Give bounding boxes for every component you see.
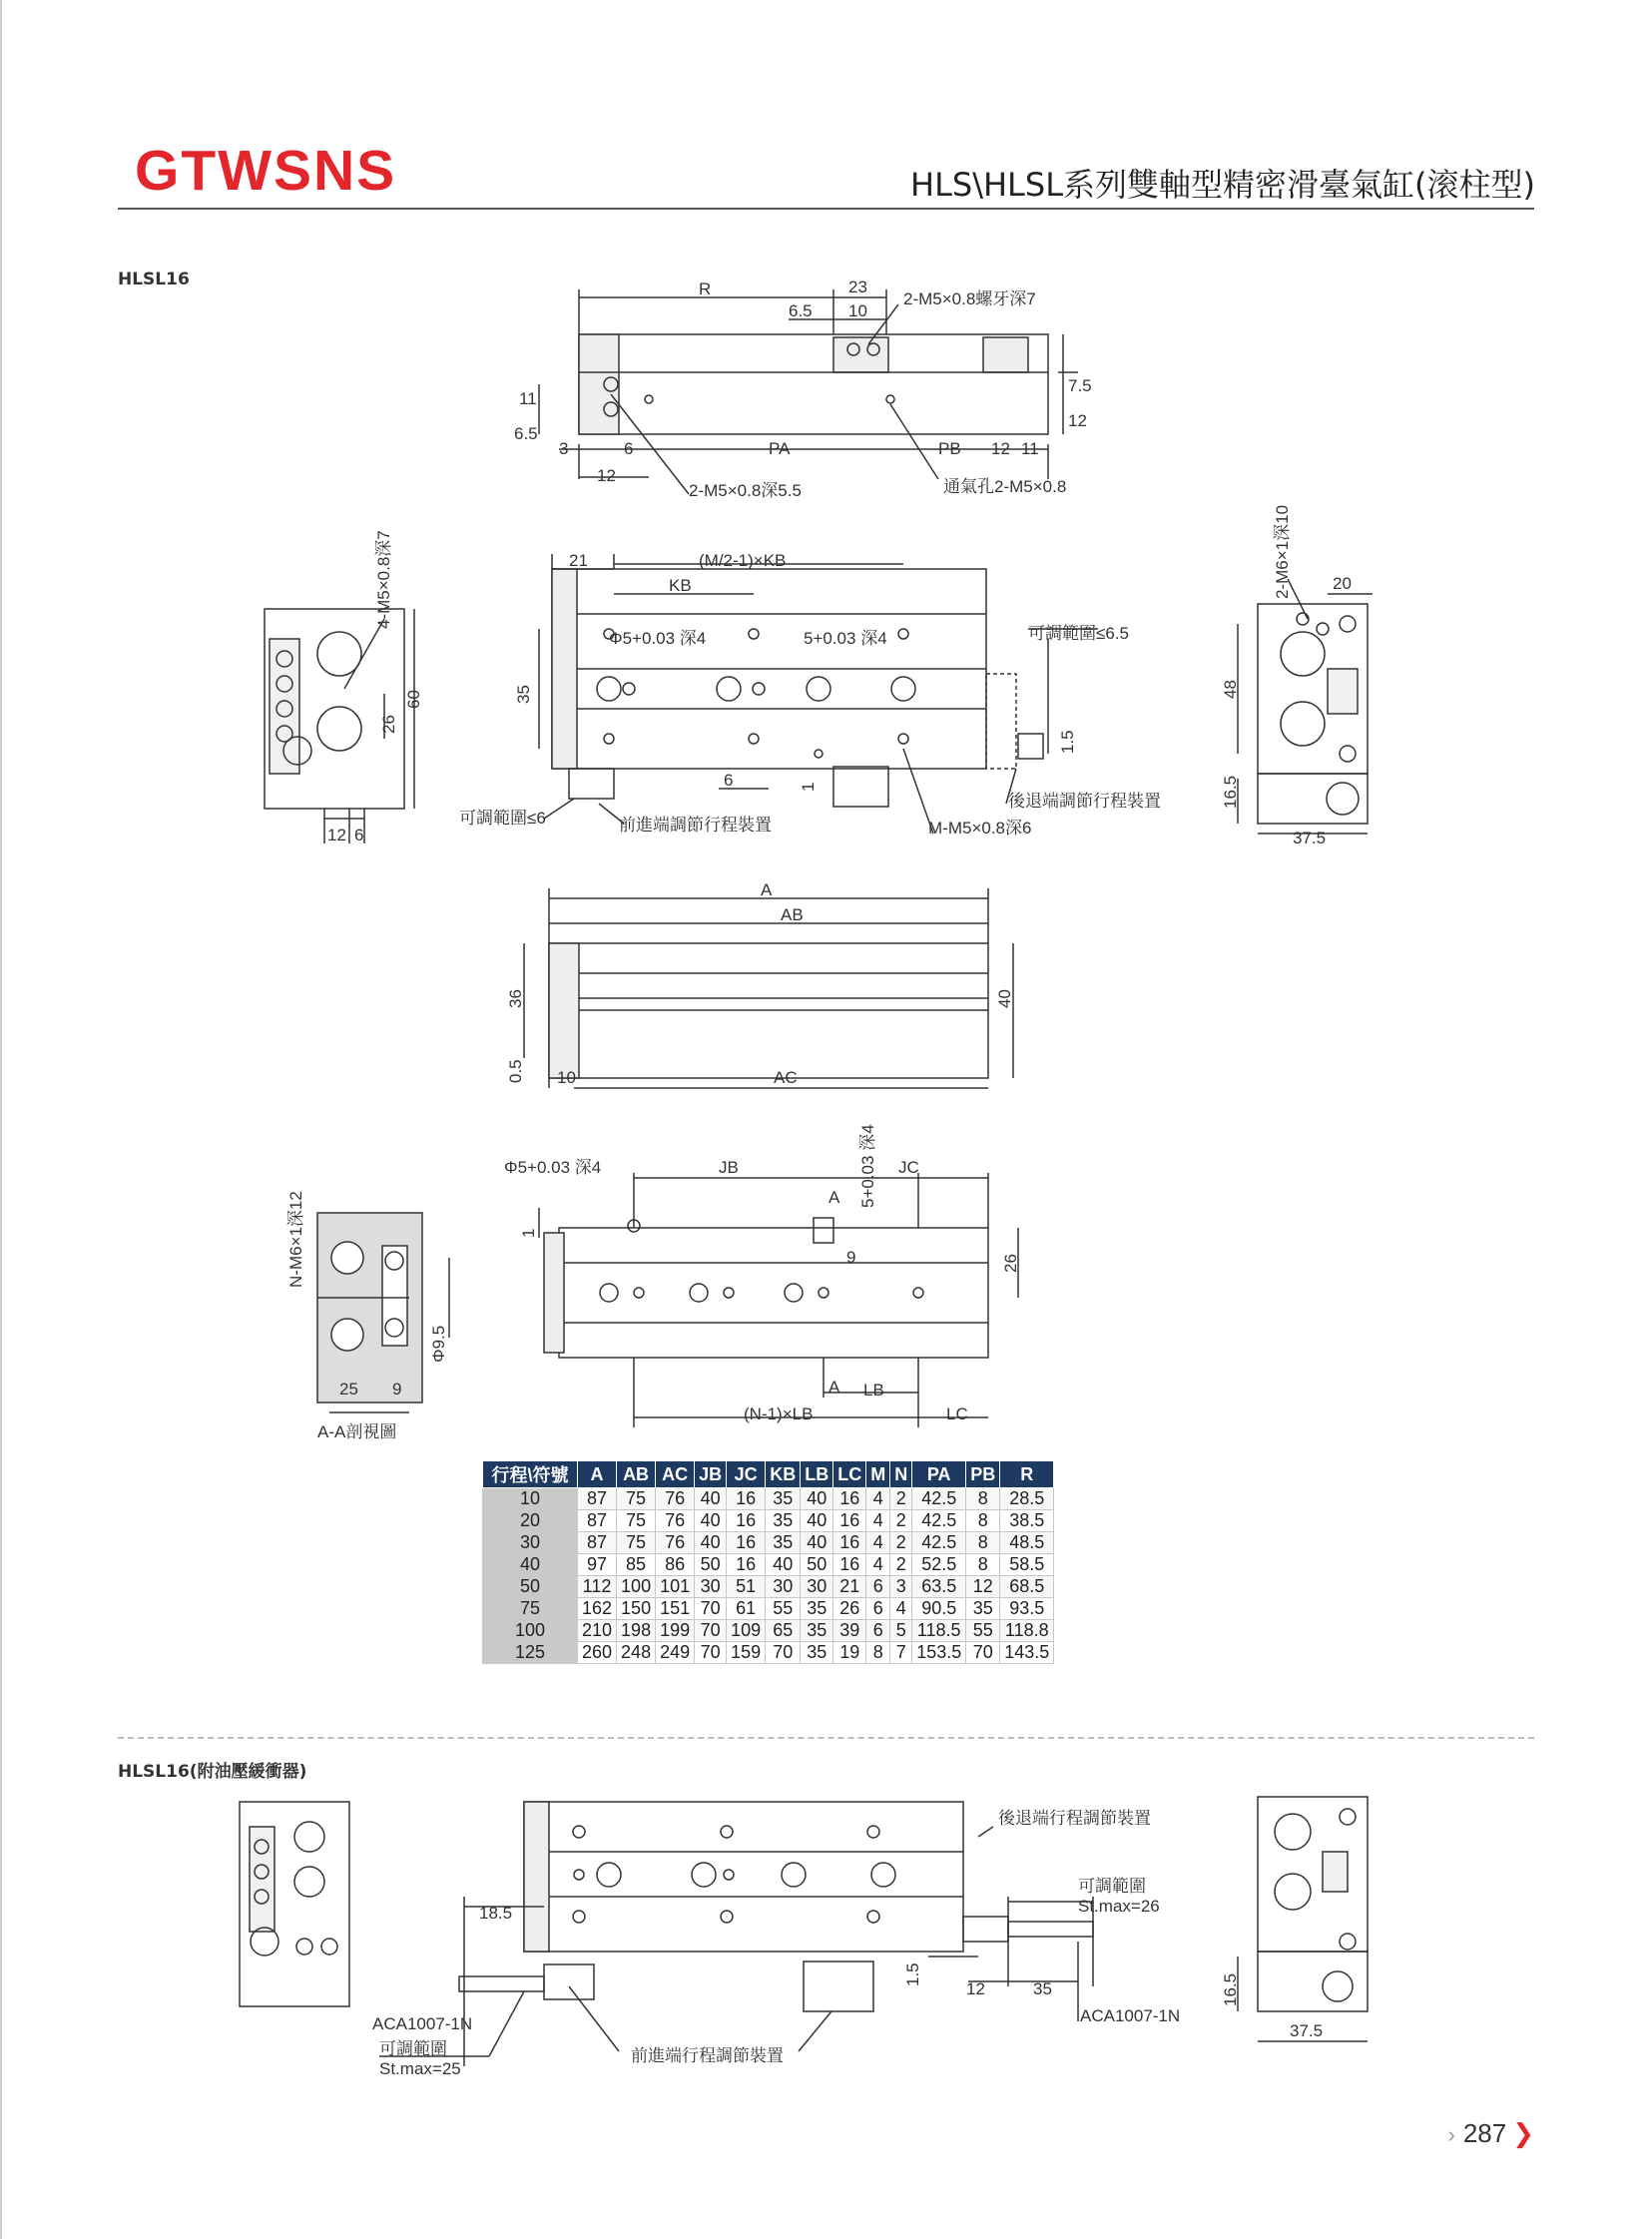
s2-dim-18-5: 18.5 <box>479 1904 513 1923</box>
table-cell: 4 <box>866 1510 890 1532</box>
table-cell: 30 <box>695 1576 727 1598</box>
table-stroke-cell: 20 <box>483 1510 578 1532</box>
bottom-hole-v-label: 5+0.03 深4 <box>858 1124 877 1208</box>
dim-10-side: 10 <box>557 1068 576 1087</box>
front-adj-label: 前進端調節行程裝置 <box>619 816 772 835</box>
bottom-view <box>539 1173 1018 1427</box>
table-cell: 97 <box>578 1554 617 1576</box>
table-row <box>483 1642 1054 1664</box>
table-cell: 4 <box>890 1598 912 1620</box>
dim-48: 48 <box>1221 680 1240 699</box>
table-cell: 35 <box>766 1488 801 1510</box>
dim-JB: JB <box>719 1158 739 1177</box>
table-cell: 6 <box>866 1598 890 1620</box>
table-cell: 55 <box>966 1620 1000 1642</box>
table-cell: 40 <box>695 1488 727 1510</box>
dim-R: R <box>699 280 712 298</box>
table-cell: 6 <box>866 1620 890 1642</box>
table-header-cell: A <box>578 1461 617 1488</box>
dim-60: 60 <box>404 690 423 709</box>
table-header-cell: AC <box>656 1461 695 1488</box>
dim-23: 23 <box>848 278 867 296</box>
table-cell: 21 <box>833 1576 866 1598</box>
adj-range-label: 可調範圍≤6.5 <box>1028 624 1129 643</box>
dim-6-left: 6 <box>354 826 364 844</box>
section-a-bottom: A <box>828 1378 840 1397</box>
dim-10: 10 <box>848 301 867 320</box>
table-header-cell: KB <box>766 1461 801 1488</box>
table-cell: 90.5 <box>912 1598 966 1620</box>
table-cell: 26 <box>833 1598 866 1620</box>
table-row <box>483 1576 1054 1598</box>
section2-right-view <box>1238 1797 1368 2041</box>
s2-aca-right: ACA1007-1N <box>1080 2006 1181 2025</box>
table-cell: 153.5 <box>912 1642 966 1664</box>
section2-front-view <box>379 1802 1093 2066</box>
chevron-right-icon: ❯ <box>1512 2118 1534 2148</box>
table-cell: 249 <box>656 1642 695 1664</box>
table-cell: 70 <box>695 1642 727 1664</box>
table-cell: 260 <box>578 1642 617 1664</box>
s2-dim-37-5: 37.5 <box>1290 2021 1324 2040</box>
table-cell: 51 <box>727 1576 766 1598</box>
dim-PB: PB <box>938 439 961 458</box>
table-cell: 112 <box>578 1576 617 1598</box>
table-cell: 8 <box>966 1488 1000 1510</box>
hole1-label: Φ5+0.03 深4 <box>609 629 707 648</box>
table-cell: 35 <box>801 1620 833 1642</box>
table-cell: 68.5 <box>1000 1576 1054 1598</box>
dim-7-5: 7.5 <box>1068 376 1092 395</box>
dim-11-left: 11 <box>519 389 537 408</box>
table-cell: 85 <box>617 1554 656 1576</box>
table-cell: 40 <box>801 1510 833 1532</box>
table-header-cell: N <box>890 1461 912 1488</box>
dim-A: A <box>761 880 773 899</box>
table-cell: 70 <box>695 1598 727 1620</box>
dim-6-5: 6.5 <box>789 301 813 320</box>
table-cell: 248 <box>617 1642 656 1664</box>
s2-adj-range-label: 可調範圍 <box>1078 1877 1146 1896</box>
dim-12-bottom: 12 <box>597 466 616 485</box>
table-header-cell: AB <box>617 1461 656 1488</box>
table-cell: 19 <box>833 1642 866 1664</box>
table-cell: 61 <box>727 1598 766 1620</box>
mkb-label: (M/2-1)×KB <box>699 551 787 570</box>
table-cell: 76 <box>656 1488 695 1510</box>
table-cell: 101 <box>656 1576 695 1598</box>
table-cell: 8 <box>866 1642 890 1664</box>
thread-top-label: 2-M5×0.8螺牙深7 <box>903 289 1036 308</box>
section-label-hlsl16: HLSL16 <box>118 270 190 289</box>
page-number-value: 287 <box>1462 2118 1507 2148</box>
page-title: HLS\HLSL系列雙軸型精密滑臺氣缸(滚柱型) <box>910 166 1535 204</box>
table-cell: 40 <box>766 1554 801 1576</box>
table-cell: 40 <box>801 1532 833 1554</box>
table-header-cell: PA <box>912 1461 966 1488</box>
table-header-cell: 行程\符號 <box>483 1461 578 1488</box>
table-cell: 16 <box>833 1510 866 1532</box>
dim-12: 12 <box>991 439 1010 458</box>
s2-st-max-25: St.max=25 <box>379 2059 461 2078</box>
dim-AC: AC <box>774 1068 798 1087</box>
table-cell: 70 <box>966 1642 1000 1664</box>
table-cell: 109 <box>727 1620 766 1642</box>
table-cell: 150 <box>617 1598 656 1620</box>
table-cell: 75 <box>617 1510 656 1532</box>
dim-26-bottom: 26 <box>1001 1254 1020 1273</box>
table-stroke-cell: 100 <box>483 1620 578 1642</box>
thread-bottom-label: 2-M5×0.8深5.5 <box>689 481 802 500</box>
table-stroke-cell: 30 <box>483 1532 578 1554</box>
table-row <box>483 1488 1054 1510</box>
table-cell: 55 <box>766 1598 801 1620</box>
table-cell: 87 <box>578 1488 617 1510</box>
dim-PA: PA <box>769 439 791 458</box>
table-cell: 118.8 <box>1000 1620 1054 1642</box>
table-cell: 40 <box>695 1532 727 1554</box>
dim-3: 3 <box>559 439 569 458</box>
dim-1-front: 1 <box>799 782 818 792</box>
table-cell: 40 <box>801 1488 833 1510</box>
table-cell: 12 <box>966 1576 1000 1598</box>
s2-dim-35: 35 <box>1033 1979 1052 1998</box>
table-stroke-cell: 125 <box>483 1642 578 1664</box>
m-thread-label: M-M5×0.8深6 <box>928 819 1032 838</box>
table-cell: 199 <box>656 1620 695 1642</box>
table-row <box>483 1598 1054 1620</box>
dim-1-5-front: 1.5 <box>1058 730 1077 754</box>
table-cell: 58.5 <box>1000 1554 1054 1576</box>
dim-6-front: 6 <box>724 771 734 790</box>
dim-35: 35 <box>514 685 533 704</box>
table-cell: 143.5 <box>1000 1642 1054 1664</box>
right-thread-label: 2-M6×1深10 <box>1273 504 1292 599</box>
table-header-cell: R <box>1000 1461 1054 1488</box>
table-cell: 151 <box>656 1598 695 1620</box>
table-cell: 16 <box>833 1532 866 1554</box>
section-label-hlsl16-buffer: HLSL16(附油壓緩衝器) <box>118 1762 307 1782</box>
dim-12-right: 12 <box>1068 411 1087 430</box>
table-cell: 30 <box>801 1576 833 1598</box>
dim-0-5: 0.5 <box>506 1059 525 1083</box>
dim-36: 36 <box>506 989 525 1008</box>
dim-21: 21 <box>569 551 588 570</box>
dim-nlb: (N-1)×LB <box>744 1404 814 1423</box>
s2-front-adj-label: 前進端行程調節裝置 <box>631 2046 784 2065</box>
section2-left-view <box>240 1802 349 2006</box>
table-cell: 2 <box>890 1532 912 1554</box>
dim-11: 11 <box>1021 439 1039 458</box>
dim-6-5-left: 6.5 <box>514 424 538 443</box>
table-cell: 8 <box>966 1554 1000 1576</box>
left-thread-label: 4-M5×0.8深7 <box>374 530 393 629</box>
table-cell: 86 <box>656 1554 695 1576</box>
table-cell: 16 <box>727 1488 766 1510</box>
table-cell: 159 <box>727 1642 766 1664</box>
s2-dim-12: 12 <box>966 1979 985 1998</box>
table-cell: 2 <box>890 1510 912 1532</box>
table-cell: 93.5 <box>1000 1598 1054 1620</box>
table-cell: 16 <box>727 1532 766 1554</box>
table-cell: 70 <box>766 1642 801 1664</box>
table-cell: 35 <box>766 1510 801 1532</box>
s2-st-max-26: St.max=26 <box>1078 1897 1160 1916</box>
table-cell: 4 <box>866 1554 890 1576</box>
section-view <box>317 1213 449 1412</box>
dim-16-5: 16.5 <box>1221 775 1240 809</box>
table-cell: 2 <box>890 1554 912 1576</box>
table-cell: 52.5 <box>912 1554 966 1576</box>
table-cell: 50 <box>695 1554 727 1576</box>
table-stroke-cell: 50 <box>483 1576 578 1598</box>
table-cell: 87 <box>578 1532 617 1554</box>
table-cell: 30 <box>766 1576 801 1598</box>
table-cell: 35 <box>966 1598 1000 1620</box>
table-cell: 118.5 <box>912 1620 966 1642</box>
table-cell: 28.5 <box>1000 1488 1054 1510</box>
table-cell: 4 <box>866 1532 890 1554</box>
brand-logo: GTWSNS <box>135 139 397 203</box>
section-a-top: A <box>828 1188 840 1207</box>
dim-JC: JC <box>898 1158 919 1177</box>
table-stroke-cell: 75 <box>483 1598 578 1620</box>
right-end-view <box>1238 579 1373 834</box>
table-cell: 75 <box>617 1488 656 1510</box>
table-cell: 35 <box>801 1598 833 1620</box>
table-cell: 39 <box>833 1620 866 1642</box>
dim-9-bottom: 9 <box>846 1248 856 1267</box>
table-cell: 35 <box>801 1642 833 1664</box>
s2-aca-left: ACA1007-1N <box>372 2014 473 2033</box>
table-cell: 3 <box>890 1576 912 1598</box>
table-header-cell: LC <box>833 1461 866 1488</box>
s2-dim-1-5: 1.5 <box>903 1962 922 1986</box>
adj-range-left-label: 可調範圍≤6 <box>459 809 546 828</box>
table-cell: 16 <box>833 1488 866 1510</box>
dim-26: 26 <box>379 715 398 734</box>
table-row <box>483 1510 1054 1532</box>
dim-phi-section: Φ9.5 <box>429 1325 448 1363</box>
table-cell: 16 <box>727 1510 766 1532</box>
table-cell: 6 <box>866 1576 890 1598</box>
spec-table <box>482 1460 1054 1664</box>
table-cell: 50 <box>801 1554 833 1576</box>
s2-dim-16-5: 16.5 <box>1221 1972 1240 2006</box>
table-cell: 63.5 <box>912 1576 966 1598</box>
table-cell: 65 <box>766 1620 801 1642</box>
table-cell: 5 <box>890 1620 912 1642</box>
dim-AB: AB <box>781 905 804 924</box>
table-cell: 35 <box>766 1532 801 1554</box>
table-cell: 70 <box>695 1620 727 1642</box>
table-cell: 8 <box>966 1510 1000 1532</box>
table-cell: 16 <box>833 1554 866 1576</box>
hole2-label: 5+0.03 深4 <box>804 629 887 648</box>
table-cell: 198 <box>617 1620 656 1642</box>
table-body <box>483 1488 1054 1664</box>
table-stroke-cell: 10 <box>483 1488 578 1510</box>
dim-LB: LB <box>863 1381 884 1399</box>
table-cell: 7 <box>890 1642 912 1664</box>
dim-12-left: 12 <box>327 826 346 844</box>
s2-adj-range-left: 可調範圍 <box>379 2039 447 2058</box>
table-cell: 38.5 <box>1000 1510 1054 1532</box>
table-cell: 8 <box>966 1532 1000 1554</box>
table-cell: 16 <box>727 1554 766 1576</box>
section-thread-label: N-M6×1深12 <box>286 1191 305 1288</box>
table-cell: 40 <box>695 1510 727 1532</box>
table-cell: 75 <box>617 1532 656 1554</box>
table-header-cell: M <box>866 1461 890 1488</box>
table-cell: 2 <box>890 1488 912 1510</box>
s2-rear-adj-label: 後退端行程調節裝置 <box>998 1809 1151 1828</box>
section-divider <box>118 1737 1534 1739</box>
table-cell: 4 <box>866 1488 890 1510</box>
bottom-hole-label: Φ5+0.03 深4 <box>504 1158 602 1177</box>
vent-label: 通氣孔2-M5×0.8 <box>943 477 1067 496</box>
table-header-cell: JC <box>727 1461 766 1488</box>
table-header-cell: LB <box>801 1461 833 1488</box>
section-caption: A-A剖視圖 <box>317 1422 397 1441</box>
table-cell: 76 <box>656 1510 695 1532</box>
page-number <box>1447 2118 1534 2149</box>
dim-37-5: 37.5 <box>1293 829 1327 847</box>
table-cell: 42.5 <box>912 1510 966 1532</box>
dim-20: 20 <box>1333 574 1352 593</box>
table-row <box>483 1532 1054 1554</box>
dim-9-section: 9 <box>392 1380 402 1399</box>
table-cell: 210 <box>578 1620 617 1642</box>
table-cell: 48.5 <box>1000 1532 1054 1554</box>
table-cell: 42.5 <box>912 1532 966 1554</box>
dim-LC: LC <box>946 1404 968 1423</box>
table-header-cell: PB <box>966 1461 1000 1488</box>
table-cell: 76 <box>656 1532 695 1554</box>
table-header-cell: JB <box>695 1461 727 1488</box>
table-cell: 162 <box>578 1598 617 1620</box>
dim-40: 40 <box>995 989 1014 1008</box>
table-stroke-cell: 40 <box>483 1554 578 1576</box>
table-row <box>483 1620 1054 1642</box>
rear-adj-label: 後退端調節行程裝置 <box>1008 792 1161 811</box>
dim-6: 6 <box>624 439 634 458</box>
table-cell: 87 <box>578 1510 617 1532</box>
table-cell: 100 <box>617 1576 656 1598</box>
chevron-left-icon: › <box>1447 2122 1455 2147</box>
table-cell: 42.5 <box>912 1488 966 1510</box>
table-row <box>483 1554 1054 1576</box>
side-view <box>524 888 1013 1088</box>
dim-1-bottom: 1 <box>519 1228 538 1238</box>
table-header-row <box>483 1461 1054 1488</box>
kb-label: KB <box>669 576 692 595</box>
dim-25-section: 25 <box>339 1380 358 1399</box>
